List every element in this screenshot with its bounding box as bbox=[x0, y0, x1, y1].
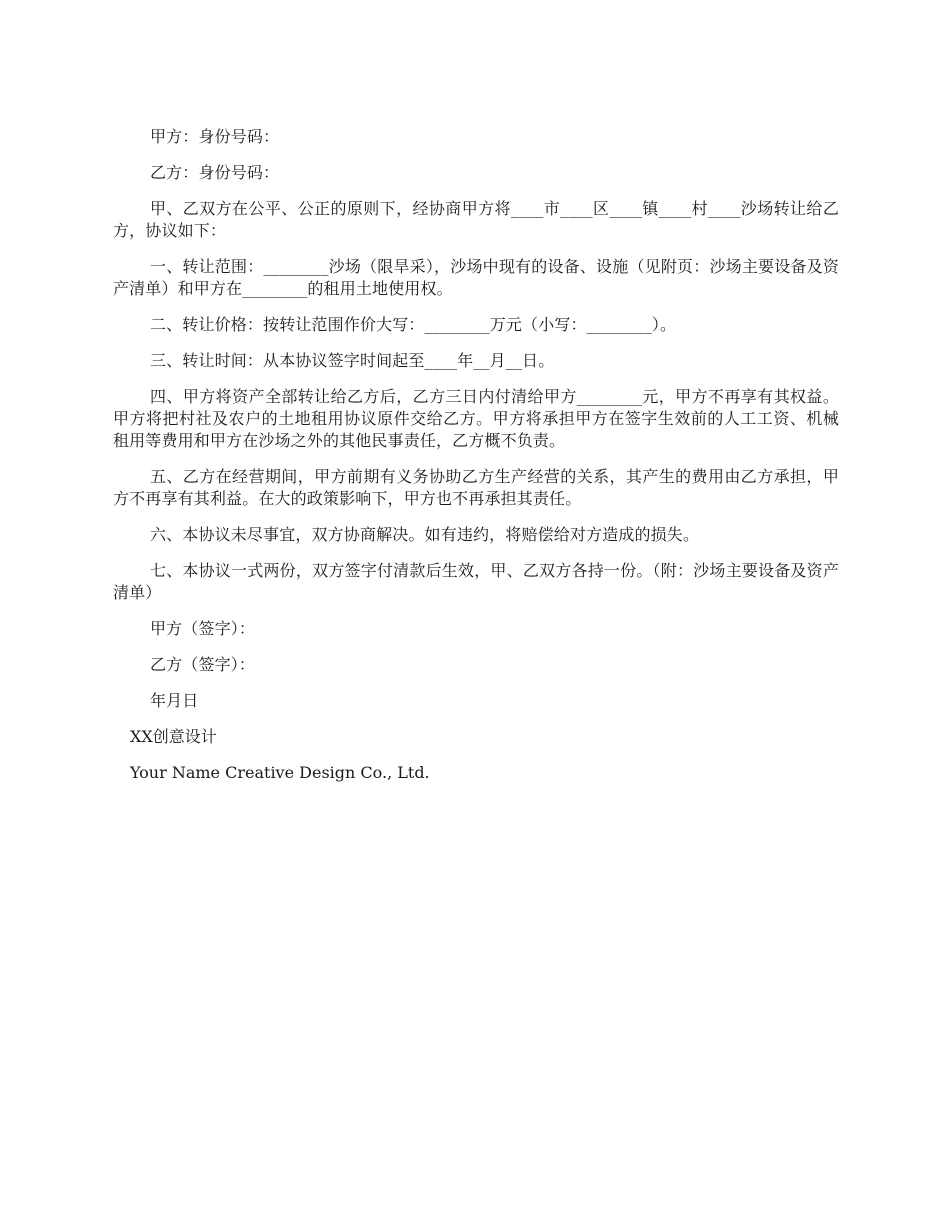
preamble-paragraph: 甲、乙双方在公平、公正的原则下，经协商甲方将____市____区____镇____村____沙场转让给乙方，协议如下： bbox=[113, 199, 839, 240]
company-name-en: Your Name Creative Design Co., Ltd. bbox=[130, 763, 430, 782]
company-name-cn: XX创意设计 bbox=[130, 727, 217, 746]
clause-7-copies: 七、本协议一式两份，双方签字付清款后生效，甲、乙双方各持一份。（附：沙场主要设备及资产清单） bbox=[113, 561, 839, 602]
document-body bbox=[113, 126, 839, 798]
clause-2-price: 二、转让价格：按转让范围作价大写：________万元（小写：________）。 bbox=[150, 315, 677, 334]
clause-5-operation: 五、乙方在经营期间，甲方前期有义务协助乙方生产经营的关系，其产生的费用由乙方承担，甲方不再享有其利益。在大的政策影响下，甲方也不再承担其责任。 bbox=[113, 467, 839, 508]
party-b-id-line: 乙方：身份号码： bbox=[150, 163, 280, 182]
party-a-signature: 甲方（签字）： bbox=[150, 619, 256, 638]
clause-6-disputes: 六、本协议未尽事宜，双方协商解决。如有违约，将赔偿给对方造成的损失。 bbox=[150, 525, 700, 544]
clause-4-payment: 四、甲方将资产全部转让给乙方后，乙方三日内付清给甲方________元，甲方不再享有其权益。甲方将把村社及农户的土地租用协议原件交给乙方。甲方将承担甲方在签字生效前的人工工资、机械租用等费用和甲方在沙场之外的其他民事责任，乙方概不负责。 bbox=[113, 387, 839, 450]
clause-1-scope: 一、转让范围：________沙场（限旱采），沙场中现有的设备、设施（见附页：沙场主要设备及资产清单）和甲方在________的租用土地使用权。 bbox=[113, 257, 839, 298]
party-a-id-line: 甲方：身份号码： bbox=[150, 127, 280, 146]
clause-3-time: 三、转让时间：从本协议签字时间起至____年__月__日。 bbox=[150, 351, 555, 370]
date-line: 年月日 bbox=[150, 691, 199, 710]
party-b-signature: 乙方（签字）： bbox=[150, 655, 256, 674]
